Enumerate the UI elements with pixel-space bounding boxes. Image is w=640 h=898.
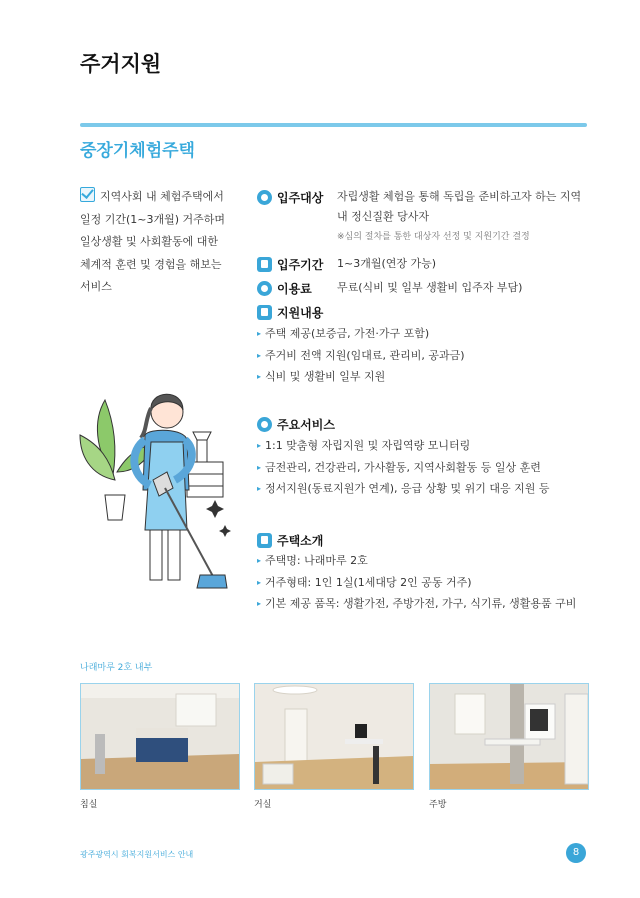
list-item: ▸ 금전관리, 건강관리, 가사활동, 지역사회활동 등 일상 훈련 [257, 457, 549, 479]
intro-text [80, 186, 250, 299]
services-heading [257, 416, 335, 433]
page-title: 주거지원 [80, 52, 162, 76]
check-icon [80, 187, 95, 202]
intro-line: 체계적 훈련 및 경험을 해보는 [80, 257, 222, 271]
period-row [257, 256, 436, 274]
bedroom-photo [80, 683, 240, 790]
target-row [257, 189, 581, 247]
house-icon [257, 533, 272, 548]
fee-row [257, 280, 522, 298]
photo-label: 주방 [429, 800, 447, 810]
kitchen-photo [429, 683, 589, 790]
house-label: 주택소개 [277, 534, 324, 548]
period-label: 입주기간 [277, 258, 324, 272]
intro-line: 서비스 [80, 280, 112, 293]
footer-text: 광주광역시 회복지원서비스 안내 [80, 850, 194, 859]
gallery-caption: 나래마루 2호 내부 [80, 663, 153, 673]
person-icon [257, 190, 272, 205]
support-label: 지원내용 [277, 306, 324, 320]
support-list [257, 323, 465, 388]
target-value: 자립생활 체험을 통해 독립을 준비하고자 하는 지역 [337, 190, 582, 203]
service-icon [257, 417, 272, 432]
period-value: 1~3개월(연장 가능) [337, 257, 437, 270]
photo-label: 거실 [254, 800, 272, 810]
fee-value: 무료(식비 및 일부 생활비 입주자 부담) [337, 281, 523, 294]
calendar-icon [257, 257, 272, 272]
section-divider [80, 123, 587, 127]
list-item: ▸ 식비 및 생활비 일부 지원 [257, 366, 465, 388]
support-heading [257, 304, 323, 321]
coin-icon [257, 281, 272, 296]
intro-line: 일상생활 및 사회활동에 대한 [80, 235, 219, 248]
photo-label: 침실 [80, 800, 98, 810]
list-item: ▸ 주거비 전액 지원(임대료, 관리비, 공과금) [257, 345, 465, 367]
list-item: ▸ 1:1 맞춤형 자립지원 및 자립역량 모니터링 [257, 435, 549, 457]
target-value: 내 정신질환 당사자 [337, 210, 430, 223]
intro-line: 일정 기간(1~3개월) 거주하며 [80, 212, 226, 226]
cleaning-woman-illustration [75, 380, 245, 600]
section-title: 중장기체험주택 [80, 141, 195, 161]
page-number: 8 [566, 843, 586, 863]
house-list [257, 550, 576, 615]
document-icon [257, 305, 272, 320]
intro-line: 지역사회 내 체험주택에서 [100, 190, 224, 203]
fee-label: 이용료 [277, 282, 312, 296]
list-item: ▸ 주택 제공(보증금, 가전·가구 포함) [257, 323, 465, 345]
list-item: ▸ 정서지원(동료지원가 연계), 응급 상황 및 위기 대응 지원 등 [257, 478, 549, 500]
list-item: ▸ 거주형태: 1인 1실(1세대당 2인 공동 거주) [257, 572, 576, 594]
house-heading [257, 532, 323, 549]
services-list [257, 435, 549, 500]
list-item: ▸ 주택명: 나래마루 2호 [257, 550, 576, 572]
target-note: ※심의 절차를 통한 대상자 선정 및 지원기간 결정 [337, 232, 530, 242]
target-label: 입주대상 [277, 191, 324, 205]
services-label: 주요서비스 [277, 418, 335, 432]
living-room-photo [254, 683, 414, 790]
list-item: ▸ 기본 제공 품목: 생활가전, 주방가전, 가구, 식기류, 생활용품 구비 [257, 593, 576, 615]
